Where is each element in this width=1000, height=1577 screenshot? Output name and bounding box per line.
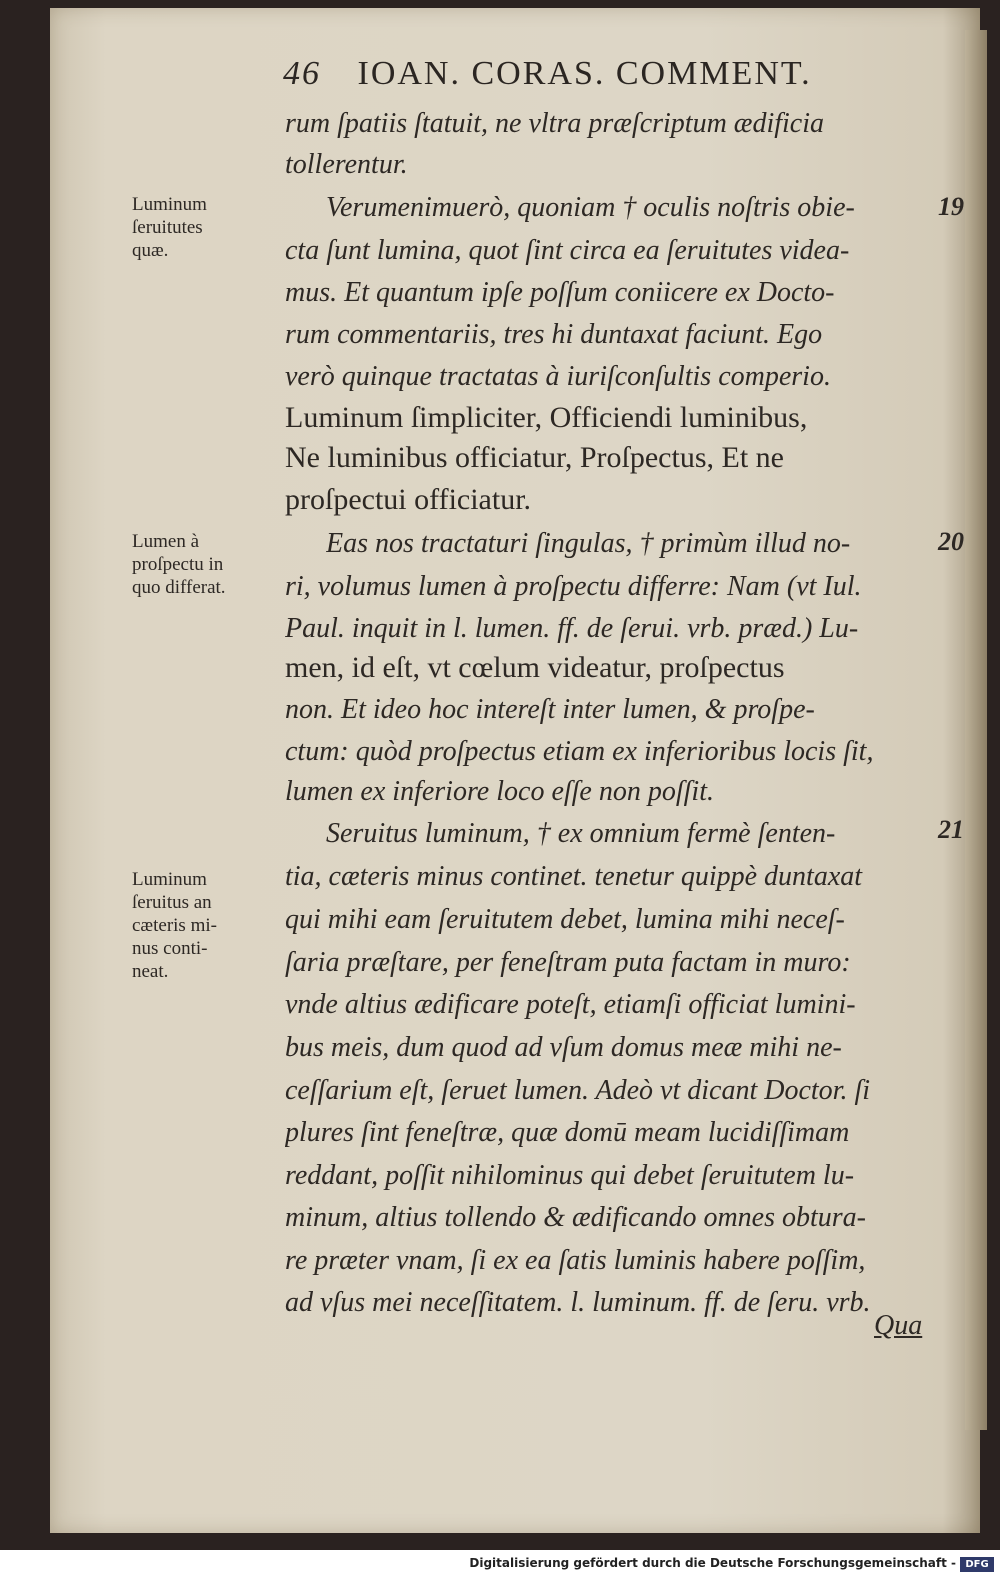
text-line: mus. Et quantum ipſe poſſum coniicere ex Docto- — [285, 277, 835, 308]
text-line: ad vſus mei neceſſitatem. l. luminum. ff. de ſeru. vrb. — [285, 1287, 871, 1318]
margin-note-line: ſeruitutes — [132, 217, 203, 238]
dfg-logo-icon: DFG — [960, 1557, 994, 1572]
text-line: Paul. inquit in l. lumen. ff. de ſerui. vrb. præd.) Lu- — [285, 613, 859, 644]
text-line: verò quinque tractatas à iuriſconſultis comperio. — [285, 361, 831, 392]
margin-note-line: quo differat. — [132, 577, 226, 598]
margin-note-line: Luminum — [132, 869, 207, 890]
section-number: 20 — [938, 527, 964, 556]
digitization-footer — [0, 1553, 1000, 1577]
text-line: Eas nos tractaturi ſingulas, † primùm illud no- — [326, 528, 851, 559]
margin-note — [132, 868, 282, 983]
text-line: cta ſunt lumina, quot ſint circa ea ſeruitutes videa- — [285, 235, 850, 266]
text-line: Verumenimuerò, quoniam † oculis noſtris obie- — [326, 192, 855, 223]
text-line: minum, altius tollendo & ædificando omnes obtura- — [285, 1202, 866, 1233]
margin-note — [132, 530, 282, 599]
text-line: bus meis, dum quod ad vſum domus meæ mihi ne- — [285, 1032, 842, 1063]
text-line: plures ſint feneſtræ, quæ domū meam lucidiſſimam — [285, 1117, 850, 1148]
running-title: IOAN. CORAS. COMMENT. — [357, 55, 812, 92]
text-line: lumen ex inferiore loco eſſe non poſſit. — [285, 776, 714, 807]
text-line: reddant, poſſit nihilominus qui debet ſeruitutem lu- — [285, 1160, 855, 1191]
margin-note-line: ſeruitus an — [132, 892, 212, 913]
margin-note-line: proſpectu in — [132, 554, 224, 575]
text-line: tia, cæteris minus continet. tenetur quippè duntaxat — [285, 861, 863, 892]
running-header — [283, 55, 863, 99]
margin-note-line: cæteris mi- — [132, 915, 217, 936]
text-line: men, id eſt, vt cœlum videatur, proſpectus — [285, 651, 785, 684]
text-line: rum commentariis, tres hi duntaxat faciunt. Ego — [285, 319, 823, 350]
catchword: Qua — [874, 1310, 923, 1341]
text-line: vnde altius ædificare poteſt, etiamſi officiat lumini- — [285, 989, 856, 1020]
section-number: 21 — [938, 815, 964, 844]
text-line: Ne luminibus officiatur, Proſpectus, Et ne — [285, 441, 784, 474]
text-line: re præter vnam, ſi ex ea ſatis luminis habere poſſim, — [285, 1245, 866, 1276]
text-line: non. Et ideo hoc intereſt inter lumen, & proſpe- — [285, 694, 815, 725]
page-edge — [965, 30, 987, 1430]
margin-note-line: Lumen à — [132, 531, 200, 552]
text-line: ceſſarium eſt, ſeruet lumen. Adeò vt dicant Doctor. ſi — [285, 1075, 871, 1106]
text-line: ri, volumus lumen à proſpectu differre: Nam (vt Iul. — [285, 571, 862, 602]
margin-note-line: neat. — [132, 961, 169, 982]
margin-note — [132, 193, 282, 262]
text-line: rum ſpatiis ſtatuit, ne vltra præſcriptum ædificia — [285, 108, 825, 139]
text-line: ctum: quòd proſpectus etiam ex inferioribus locis ſit, — [285, 736, 874, 767]
page-number: 46 — [283, 55, 321, 92]
text-line: Luminum ſimpliciter, Officiendi luminibus, — [285, 401, 808, 434]
text-line: ſaria præſtare, per feneſtram puta factam in muro: — [285, 947, 851, 978]
margin-note-line: Luminum — [132, 194, 207, 215]
section-number: 19 — [938, 192, 964, 221]
text-line: proſpectui officiatur. — [285, 483, 532, 516]
text-line: qui mihi eam ſeruitutem debet, lumina mihi neceſ- — [285, 904, 845, 935]
text-line: tollerentur. — [285, 149, 408, 180]
text-line: Seruitus luminum, † ex omnium fermè ſenten- — [326, 818, 836, 849]
margin-note-line: nus conti- — [132, 938, 208, 959]
footer-credit: Digitalisierung gefördert durch die Deutsche Forschungsgemeinschaft - — [469, 1556, 956, 1570]
margin-note-line: quæ. — [132, 240, 169, 261]
